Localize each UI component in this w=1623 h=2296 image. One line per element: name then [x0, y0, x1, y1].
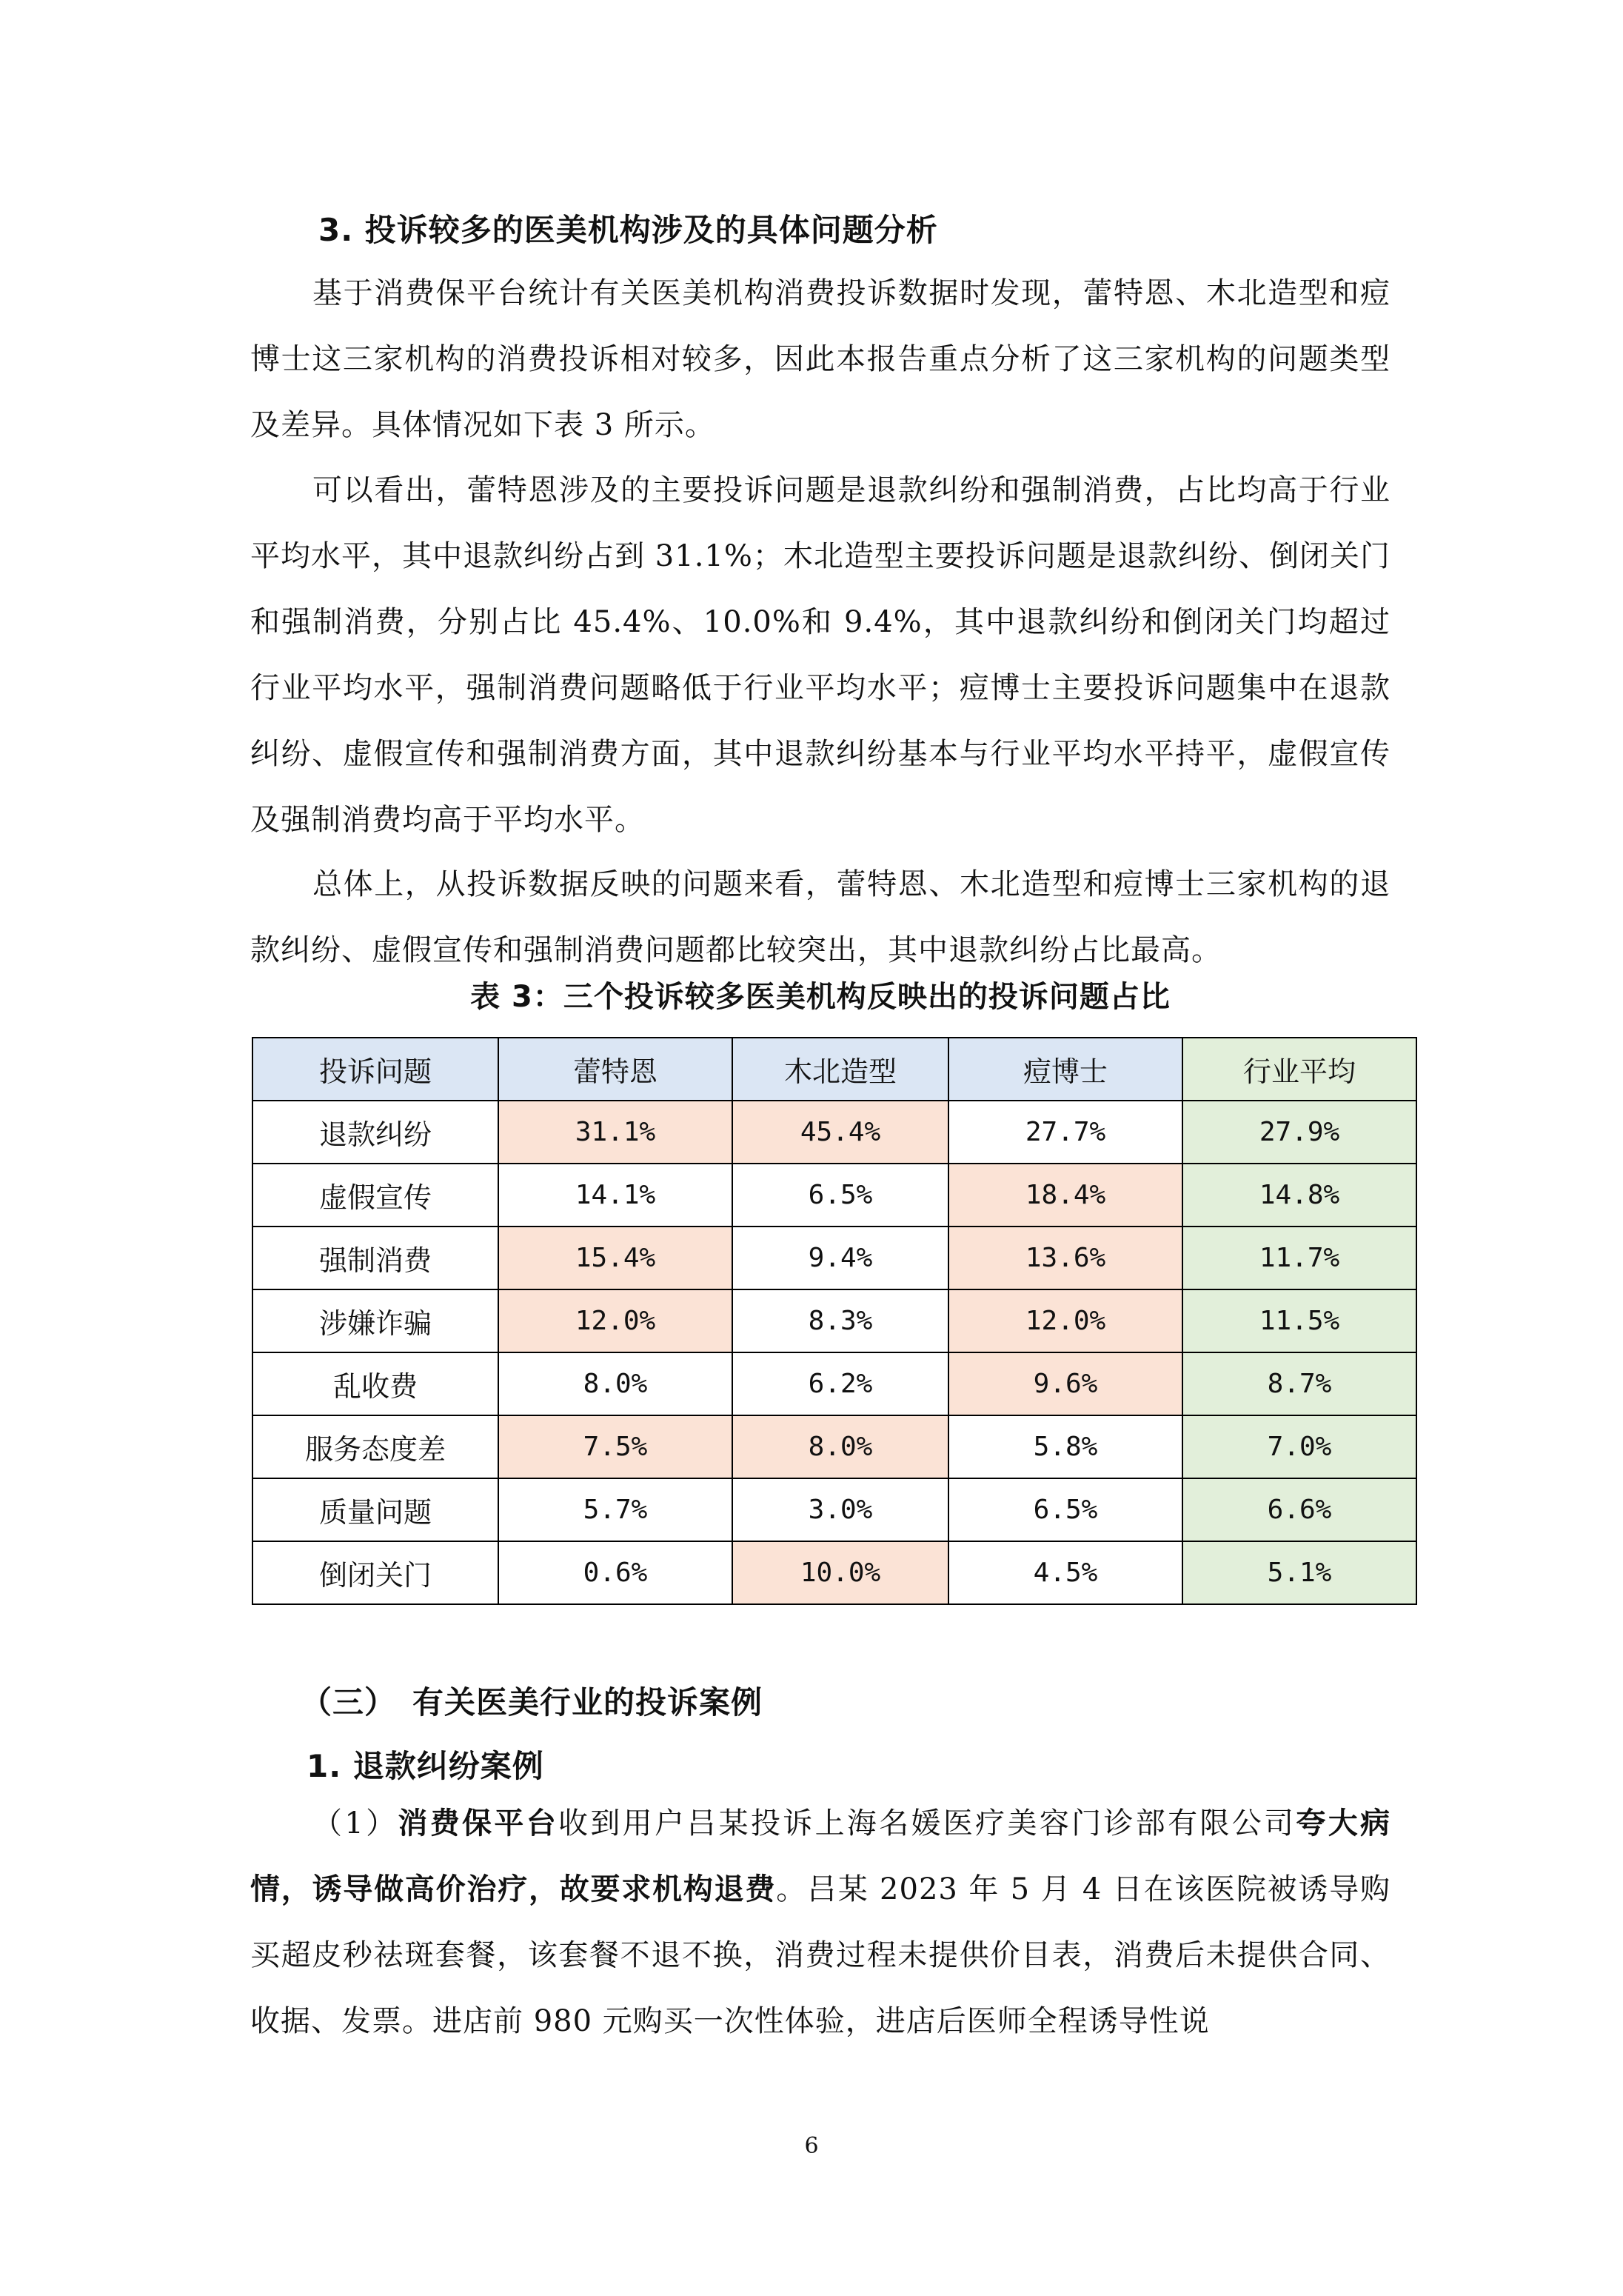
section-three-heading: （三） 有关医美行业的投诉案例 — [301, 1684, 763, 1721]
average-cell: 14.8% — [1182, 1164, 1416, 1227]
row-label: 虚假宣传 — [252, 1164, 498, 1227]
paragraph-2: 可以看出，蕾特恩涉及的主要投诉问题是退款纠纷和强制消费，占比均高于行业平均水平，其中退款纠纷占到 31.1%；木北造型主要投诉问题是退款纠纷、倒闭关门和强制消费，分别占比 45.4%、10.0%和 9.4%，其中退款纠纷和倒闭关门均超过行业平均水平，强制消费问题略低于行业平均水平；痘博士主要投诉问题集中在退款纠纷、虚假宣传和强制消费方面，其中退款纠纷基本与行业平均水平持平，虚假宣传及强制消费均高于平均水平。 — [250, 473, 1391, 837]
value-cell: 12.0% — [948, 1289, 1182, 1352]
average-cell: 27.9% — [1182, 1101, 1416, 1164]
table-caption: 表 3：三个投诉较多医美机构反映出的投诉问题占比 — [470, 980, 1171, 1014]
value-cell: 31.1% — [498, 1101, 732, 1164]
value-cell: 6.5% — [732, 1164, 948, 1227]
value-cell: 14.1% — [498, 1164, 732, 1227]
row-label: 强制消费 — [252, 1227, 498, 1289]
paragraph-1: 基于消费保平台统计有关医美机构消费投诉数据时发现，蕾特恩、木北造型和痘博士这三家机构的消费投诉相对较多，因此本报告重点分析了这三家机构的问题类型及差异。具体情况如下表 3 所示。 — [250, 276, 1391, 442]
table-row — [252, 1289, 1416, 1352]
complaint-table — [252, 1037, 1417, 1605]
average-cell: 5.1% — [1182, 1541, 1416, 1604]
row-label: 涉嫌诈骗 — [252, 1289, 498, 1352]
page-number: 6 — [804, 2133, 819, 2159]
average-cell: 7.0% — [1182, 1415, 1416, 1478]
paragraph-3: 总体上，从投诉数据反映的问题来看，蕾特恩、木北造型和痘博士三家机构的退款纠纷、虚假宣传和强制消费问题都比较突出，其中退款纠纷占比最高。 — [250, 867, 1391, 967]
refund-cases-heading: 1. 退款纠纷案例 — [307, 1748, 544, 1784]
value-cell: 13.6% — [948, 1227, 1182, 1289]
header-cell: 蕾特恩 — [498, 1038, 732, 1101]
value-cell: 10.0% — [732, 1541, 948, 1604]
average-cell: 6.6% — [1182, 1478, 1416, 1541]
table-row — [252, 1164, 1416, 1227]
header-cell: 投诉问题 — [252, 1038, 498, 1101]
case-paragraph — [250, 1791, 1391, 2055]
value-cell: 45.4% — [732, 1101, 948, 1164]
value-cell: 18.4% — [948, 1164, 1182, 1227]
table-header-row — [252, 1038, 1416, 1101]
table-row — [252, 1352, 1416, 1415]
header-cell: 行业平均 — [1182, 1038, 1416, 1101]
table-row — [252, 1415, 1416, 1478]
value-cell: 12.0% — [498, 1289, 732, 1352]
average-cell: 11.7% — [1182, 1227, 1416, 1289]
table-row — [252, 1541, 1416, 1604]
value-cell: 27.7% — [948, 1101, 1182, 1164]
value-cell: 6.2% — [732, 1352, 948, 1415]
case-bold-claim: 夸大病情，诱导做高价治疗，故要求机构退费 — [250, 1806, 1391, 1906]
header-cell: 木北造型 — [732, 1038, 948, 1101]
row-label: 乱收费 — [252, 1352, 498, 1415]
row-label: 服务态度差 — [252, 1415, 498, 1478]
value-cell: 8.3% — [732, 1289, 948, 1352]
section-heading: 3. 投诉较多的医美机构涉及的具体问题分析 — [318, 212, 938, 248]
value-cell: 15.4% — [498, 1227, 732, 1289]
average-cell: 11.5% — [1182, 1289, 1416, 1352]
row-label: 退款纠纷 — [252, 1101, 498, 1164]
value-cell: 3.0% — [732, 1478, 948, 1541]
table-row — [252, 1101, 1416, 1164]
value-cell: 9.4% — [732, 1227, 948, 1289]
value-cell: 8.0% — [732, 1415, 948, 1478]
value-cell: 0.6% — [498, 1541, 732, 1604]
case-text-rest: 。吕某 2023 年 5 月 4 日在该医院被诱导购买超皮秒祛斑套餐，该套餐不退不换，消费过程未提供价目表，消费后未提供合同、收据、发票。进店前 980 元购买一次性体验，进店后医师全程诱导性说 — [250, 1872, 1391, 2038]
value-cell: 8.0% — [498, 1352, 732, 1415]
case-bold-platform: 消费保平台 — [398, 1806, 559, 1841]
value-cell: 9.6% — [948, 1352, 1182, 1415]
header-cell: 痘博士 — [948, 1038, 1182, 1101]
row-label: 质量问题 — [252, 1478, 498, 1541]
value-cell: 5.8% — [948, 1415, 1182, 1478]
value-cell: 5.7% — [498, 1478, 732, 1541]
case-prefix: （1） — [312, 1806, 398, 1841]
table-row — [252, 1227, 1416, 1289]
average-cell: 8.7% — [1182, 1352, 1416, 1415]
table-row — [252, 1478, 1416, 1541]
case-text: 收到用户吕某投诉上海名媛医疗美容门诊部有限公司 — [558, 1806, 1296, 1841]
value-cell: 7.5% — [498, 1415, 732, 1478]
value-cell: 6.5% — [948, 1478, 1182, 1541]
value-cell: 4.5% — [948, 1541, 1182, 1604]
row-label: 倒闭关门 — [252, 1541, 498, 1604]
